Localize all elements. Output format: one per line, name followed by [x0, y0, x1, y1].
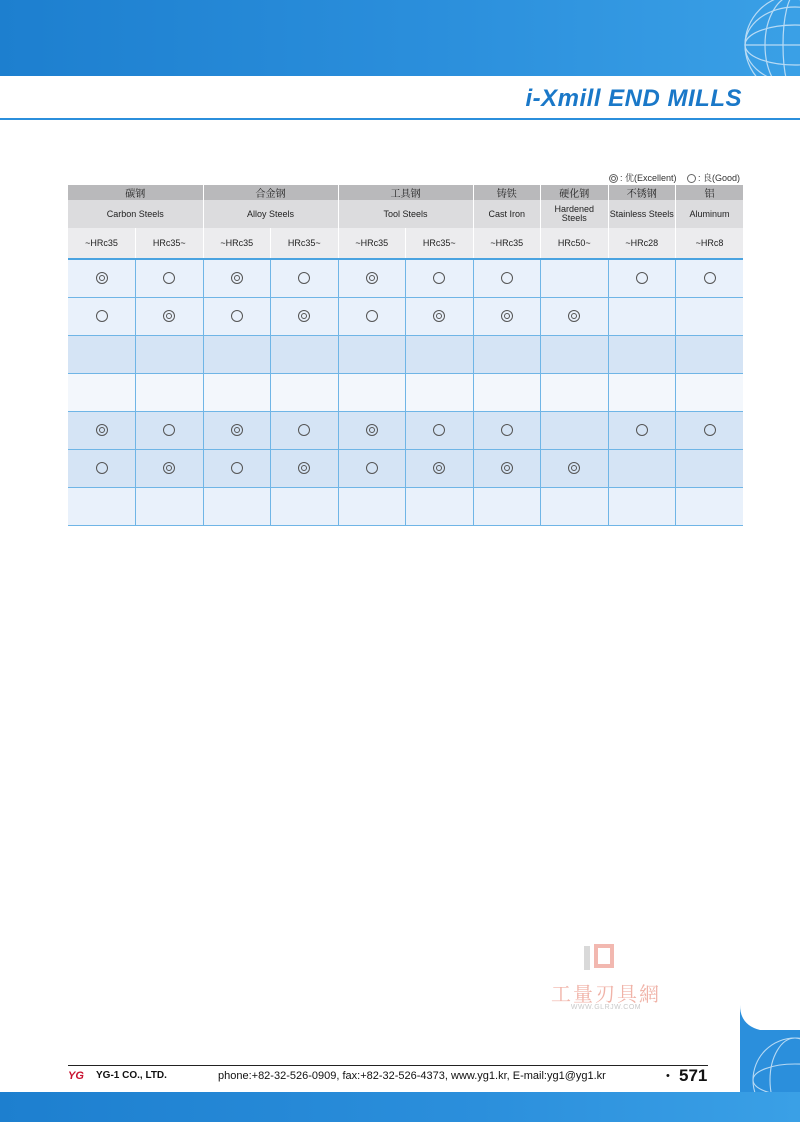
legend	[609, 171, 740, 184]
rating-cell	[338, 374, 406, 412]
circle-icon	[366, 310, 378, 322]
circle-icon	[366, 462, 378, 474]
double-circle-icon	[96, 424, 108, 436]
rating-cell	[608, 259, 676, 298]
circle-icon	[96, 462, 108, 474]
rating-cell	[608, 488, 676, 526]
rating-cell	[541, 336, 609, 374]
table-row	[68, 488, 743, 526]
rating-cell	[338, 298, 406, 336]
hardness-cell: HRc50~	[541, 228, 609, 259]
material-zh-cell: 不锈钢	[608, 185, 676, 200]
rating-cell	[541, 374, 609, 412]
page-title: i-Xmill END MILLS	[525, 85, 742, 112]
circle-icon	[231, 310, 243, 322]
rating-cell	[473, 450, 541, 488]
rating-cell	[68, 336, 136, 374]
circle-icon	[501, 424, 513, 436]
rating-cell	[271, 450, 339, 488]
circle-icon	[163, 424, 175, 436]
material-en-cell: Carbon Steels	[68, 200, 203, 228]
hardness-cell: ~HRc35	[203, 228, 271, 259]
footer	[68, 1068, 728, 1086]
material-zh-cell: 硬化钢	[541, 185, 609, 200]
material-zh-cell: 铝	[676, 185, 744, 200]
footer-bullet: •	[666, 1070, 670, 1082]
company-logo: YG	[68, 1070, 84, 1082]
rating-cell	[136, 412, 204, 450]
hardness-cell: ~HRc35	[473, 228, 541, 259]
watermark-url: WWW.GLRJW.COM	[570, 1004, 642, 1011]
rating-cell	[203, 336, 271, 374]
table-row	[68, 336, 743, 374]
material-zh-cell: 铸铁	[473, 185, 541, 200]
rating-cell	[203, 374, 271, 412]
rating-cell	[271, 374, 339, 412]
double-circle-icon	[163, 462, 175, 474]
rating-cell	[136, 259, 204, 298]
double-circle-icon	[298, 310, 310, 322]
material-en-cell: Aluminum	[676, 200, 744, 228]
table-row	[68, 374, 743, 412]
circle-icon	[433, 272, 445, 284]
rating-cell	[406, 259, 474, 298]
hardness-cell: HRc35~	[136, 228, 204, 259]
rating-cell	[136, 336, 204, 374]
hardness-cell: ~HRc35	[68, 228, 136, 259]
watermark-text: 工量刃具網	[551, 982, 661, 1006]
rating-cell	[676, 450, 744, 488]
rating-cell	[676, 374, 744, 412]
rating-cell	[676, 412, 744, 450]
rating-cell	[68, 298, 136, 336]
contact-info: phone:+82-32-526-0909, fax:+82-32-526-4373, www.yg1.kr, E-mail:yg1@yg1.kr	[218, 1070, 606, 1082]
circle-icon	[96, 310, 108, 322]
company-name: YG-1 CO., LTD.	[96, 1070, 167, 1081]
rating-cell	[271, 336, 339, 374]
material-en-cell: Cast Iron	[473, 200, 541, 228]
hardness-cell: ~HRc28	[608, 228, 676, 259]
material-zh-cell: 工具钢	[338, 185, 473, 200]
rating-cell	[338, 412, 406, 450]
circle-icon	[687, 174, 696, 183]
double-circle-icon	[501, 462, 513, 474]
rating-cell	[271, 488, 339, 526]
rating-cell	[473, 298, 541, 336]
rating-cell	[338, 450, 406, 488]
header-row-chinese	[68, 185, 743, 200]
table-row	[68, 298, 743, 336]
double-circle-icon	[366, 272, 378, 284]
rating-cell	[406, 336, 474, 374]
rating-cell	[406, 450, 474, 488]
circle-icon	[704, 272, 716, 284]
rating-cell	[203, 412, 271, 450]
rating-cell	[608, 412, 676, 450]
table-row	[68, 259, 743, 298]
bottom-blue-band	[0, 1092, 800, 1122]
double-circle-icon	[231, 424, 243, 436]
material-suitability-table	[68, 185, 743, 526]
top-blue-band	[0, 0, 800, 76]
rating-cell	[68, 488, 136, 526]
header-row-english	[68, 200, 743, 228]
rating-cell	[406, 412, 474, 450]
double-circle-icon	[568, 462, 580, 474]
rating-cell	[338, 259, 406, 298]
rating-cell	[68, 374, 136, 412]
circle-icon	[298, 424, 310, 436]
legend-excellent: : 优(Excellent)	[619, 173, 677, 183]
circle-icon	[298, 272, 310, 284]
circle-icon	[163, 272, 175, 284]
rating-cell	[203, 298, 271, 336]
rating-cell	[473, 488, 541, 526]
double-circle-icon	[609, 174, 618, 183]
rating-cell	[473, 259, 541, 298]
rating-cell	[541, 488, 609, 526]
hardness-cell: HRc35~	[271, 228, 339, 259]
rating-cell	[271, 298, 339, 336]
hardness-cell: ~HRc35	[338, 228, 406, 259]
double-circle-icon	[433, 462, 445, 474]
header-row-hardness	[68, 228, 743, 259]
rating-cell	[406, 374, 474, 412]
page-number: 571	[679, 1066, 708, 1085]
double-circle-icon	[96, 272, 108, 284]
rating-cell	[473, 374, 541, 412]
watermark-logo	[584, 942, 618, 972]
circle-icon	[501, 272, 513, 284]
rating-cell	[473, 412, 541, 450]
hardness-cell: HRc35~	[406, 228, 474, 259]
rating-cell	[203, 259, 271, 298]
rating-cell	[676, 336, 744, 374]
rating-cell	[608, 336, 676, 374]
rating-cell	[136, 298, 204, 336]
rating-cell	[541, 298, 609, 336]
rating-cell	[68, 412, 136, 450]
rating-cell	[68, 259, 136, 298]
double-circle-icon	[366, 424, 378, 436]
rating-cell	[676, 298, 744, 336]
double-circle-icon	[298, 462, 310, 474]
material-zh-cell: 碳钢	[68, 185, 203, 200]
rating-cell	[338, 488, 406, 526]
rating-cell	[676, 488, 744, 526]
rating-cell	[203, 488, 271, 526]
rating-cell	[406, 298, 474, 336]
material-en-cell: Alloy Steels	[203, 200, 338, 228]
rating-cell	[541, 412, 609, 450]
rating-cell	[473, 336, 541, 374]
material-en-cell: Tool Steels	[338, 200, 473, 228]
rating-cell	[203, 450, 271, 488]
circle-icon	[433, 424, 445, 436]
rating-cell	[271, 412, 339, 450]
rating-cell	[271, 259, 339, 298]
rating-cell	[608, 298, 676, 336]
rating-cell	[541, 259, 609, 298]
watermark	[536, 942, 676, 1022]
table-row	[68, 450, 743, 488]
rating-cell	[136, 450, 204, 488]
material-en-cell: Stainless Steels	[608, 200, 676, 228]
rating-cell	[608, 374, 676, 412]
circle-icon	[636, 272, 648, 284]
rating-cell	[338, 336, 406, 374]
hardness-cell: ~HRc8	[676, 228, 744, 259]
circle-icon	[636, 424, 648, 436]
double-circle-icon	[163, 310, 175, 322]
table-row	[68, 412, 743, 450]
material-zh-cell: 合金钢	[203, 185, 338, 200]
rating-cell	[136, 488, 204, 526]
rating-cell	[136, 374, 204, 412]
rating-cell	[608, 450, 676, 488]
rating-cell	[541, 450, 609, 488]
double-circle-icon	[501, 310, 513, 322]
circle-icon	[704, 424, 716, 436]
circle-icon	[231, 462, 243, 474]
rating-cell	[676, 259, 744, 298]
rating-cell	[406, 488, 474, 526]
rating-cell	[68, 450, 136, 488]
legend-good: : 良(Good)	[697, 173, 740, 183]
double-circle-icon	[231, 272, 243, 284]
material-en-cell: Hardened Steels	[541, 200, 609, 228]
footer-rule	[68, 1065, 708, 1066]
double-circle-icon	[433, 310, 445, 322]
double-circle-icon	[568, 310, 580, 322]
